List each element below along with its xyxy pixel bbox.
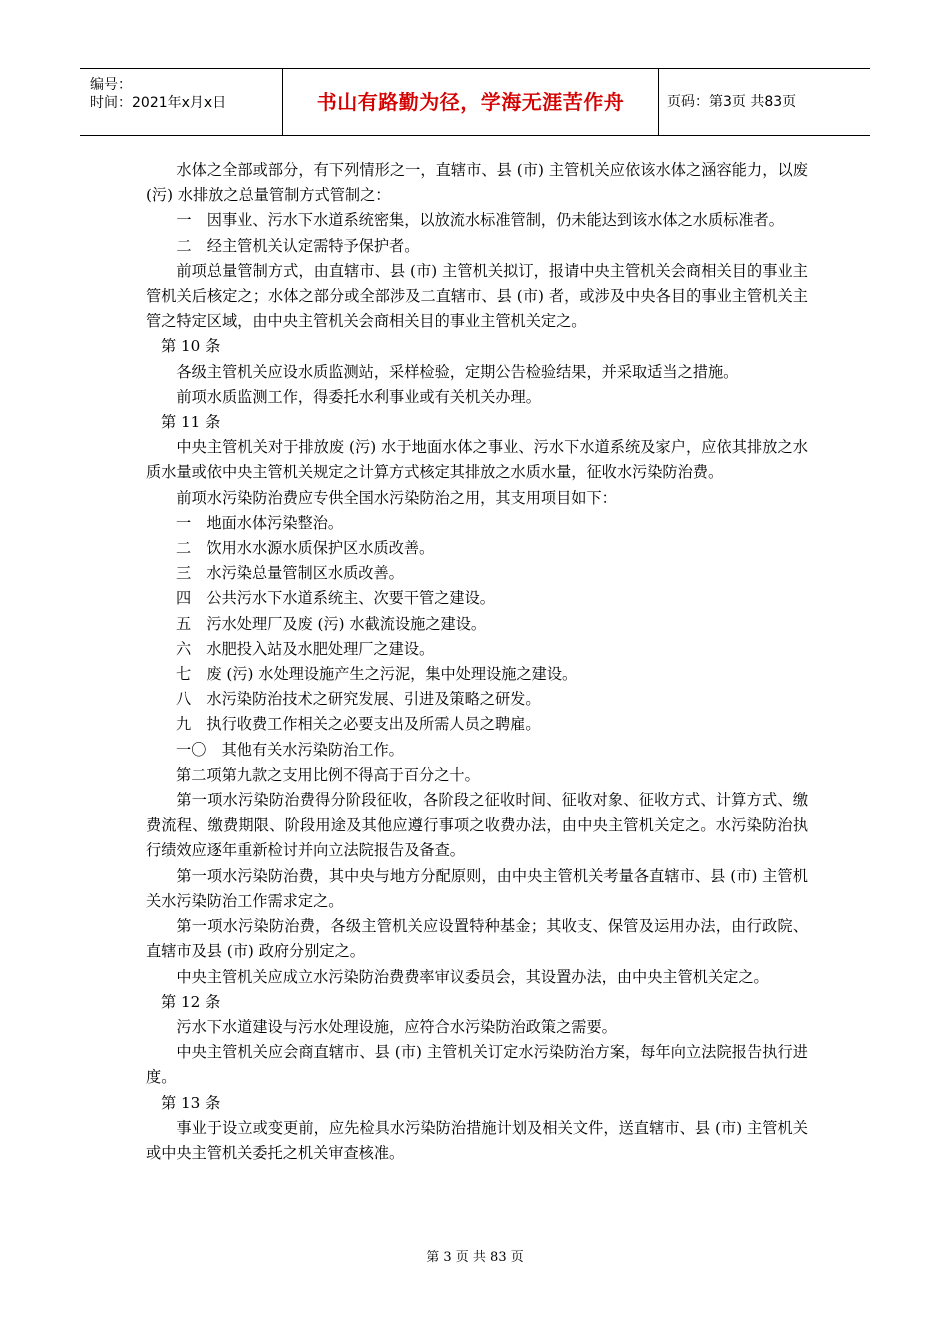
article-heading: 第 11 条 bbox=[161, 413, 221, 432]
page-footer: 第 3 页 共 83 页 bbox=[426, 1250, 524, 1265]
paragraph: 污水下水道建设与污水处理设施，应符合水污染防治政策之需要。 bbox=[176, 1017, 617, 1036]
paragraph: 二 经主管机关认定需特予保护者。 bbox=[176, 236, 420, 255]
article-heading: 第 10 条 bbox=[161, 337, 221, 356]
paragraph: 一 地面水体污染整治。 bbox=[176, 513, 344, 532]
paragraph: 前项总量管制方式，由直辖市、县 (市) 主管机关拟订，报请中央主管机关会商相关目的事业主管机关后核定之；水体之部分或全部涉及二直辖市、县 (市) 者，或涉及中央各目的事业主管机关主管之特定区域，由中央主管机关会商相关目的事业主管机关定之。 bbox=[146, 261, 808, 331]
paragraph: 六 水肥投入站及水肥处理厂之建设。 bbox=[176, 639, 435, 658]
paragraph: 五 污水处理厂及废 (污) 水截流设施之建设。 bbox=[176, 614, 487, 633]
paragraph: 中央主管机关应成立水污染防治费费率审议委员会，其设置办法，由中央主管机关定之。 bbox=[176, 967, 769, 986]
paragraph: 第一项水污染防治费，其中央与地方分配原则，由中央主管机关考量各直辖市、县 (市) 主管机关水污染防治工作需求定之。 bbox=[146, 866, 808, 910]
doc-number-label: 编号： bbox=[90, 77, 132, 93]
doc-date-label: 时间：2021年x月x日 bbox=[90, 95, 227, 111]
paragraph: 事业于设立或变更前，应先检具水污染防治措施计划及相关文件，送直辖市、县 (市) 主管机关或中央主管机关委托之机关审查核准。 bbox=[146, 1118, 808, 1162]
paragraph: 水体之全部或部分，有下列情形之一，直辖市、县 (市) 主管机关应依该水体之涵容能力，以废 (污) 水排放之总量管制方式管制之： bbox=[146, 161, 808, 205]
paragraph: 前项水污染防治费应专供全国水污染防治之用，其支用项目如下： bbox=[176, 488, 617, 507]
paragraph: 八 水污染防治技术之研究发展、引进及策略之研发。 bbox=[176, 690, 541, 709]
paragraph: 各级主管机关应设水质监测站，采样检验，定期公告检验结果，并采取适当之措施。 bbox=[176, 362, 739, 381]
paragraph: 九 执行收费工作相关之必要支出及所需人员之聘雇。 bbox=[176, 715, 541, 734]
header-motto: 书山有路勤为径，学海无涯苦作舟 bbox=[283, 69, 659, 135]
paragraph: 中央主管机关对于排放废 (污) 水于地面水体之事业、污水下水道系统及家户，应依其排放之水质水量或依中央主管机关规定之计算方式核定其排放之水质水量，征收水污染防治费。 bbox=[146, 438, 808, 482]
paragraph: 三 水污染总量管制区水质改善。 bbox=[176, 564, 404, 583]
paragraph: 中央主管机关应会商直辖市、县 (市) 主管机关订定水污染防治方案，每年向立法院报告执行进度。 bbox=[146, 1043, 808, 1087]
paragraph: 前项水质监测工作，得委托水利事业或有关机关办理。 bbox=[176, 387, 541, 406]
header-page-number: 页码：第3页 共83页 bbox=[667, 94, 797, 110]
header-meta-cell bbox=[80, 69, 283, 135]
article-heading: 第 12 条 bbox=[161, 992, 221, 1011]
paragraph: 第一项水污染防治费得分阶段征收，各阶段之征收时间、征收对象、征收方式、计算方式、缴费流程、缴费期限、阶段用途及其他应遵行事项之收费办法，由中央主管机关定之。水污染防治执行绩效应逐年重新检讨并向立法院报告及备查。 bbox=[146, 791, 808, 860]
paragraph: 二 饮用水水源水质保护区水质改善。 bbox=[176, 539, 435, 558]
article-heading: 第 13 条 bbox=[161, 1093, 221, 1112]
paragraph: 一 因事业、污水下水道系统密集，以放流水标准管制，仍未能达到该水体之水质标准者。 bbox=[176, 211, 784, 230]
document-body bbox=[146, 158, 808, 1166]
paragraph: 四 公共污水下水道系统主、次要干管之建设。 bbox=[176, 589, 495, 608]
paragraph: 一〇 其他有关水污染防治工作。 bbox=[176, 740, 404, 759]
page-header bbox=[80, 68, 870, 136]
paragraph: 七 废 (污) 水处理设施产生之污泥，集中处理设施之建设。 bbox=[176, 665, 578, 684]
paragraph: 第一项水污染防治费，各级主管机关应设置特种基金；其收支、保管及运用办法，由行政院、直辖市及县 (市) 政府分别定之。 bbox=[146, 917, 808, 961]
paragraph: 第二项第九款之支用比例不得高于百分之十。 bbox=[176, 765, 480, 784]
